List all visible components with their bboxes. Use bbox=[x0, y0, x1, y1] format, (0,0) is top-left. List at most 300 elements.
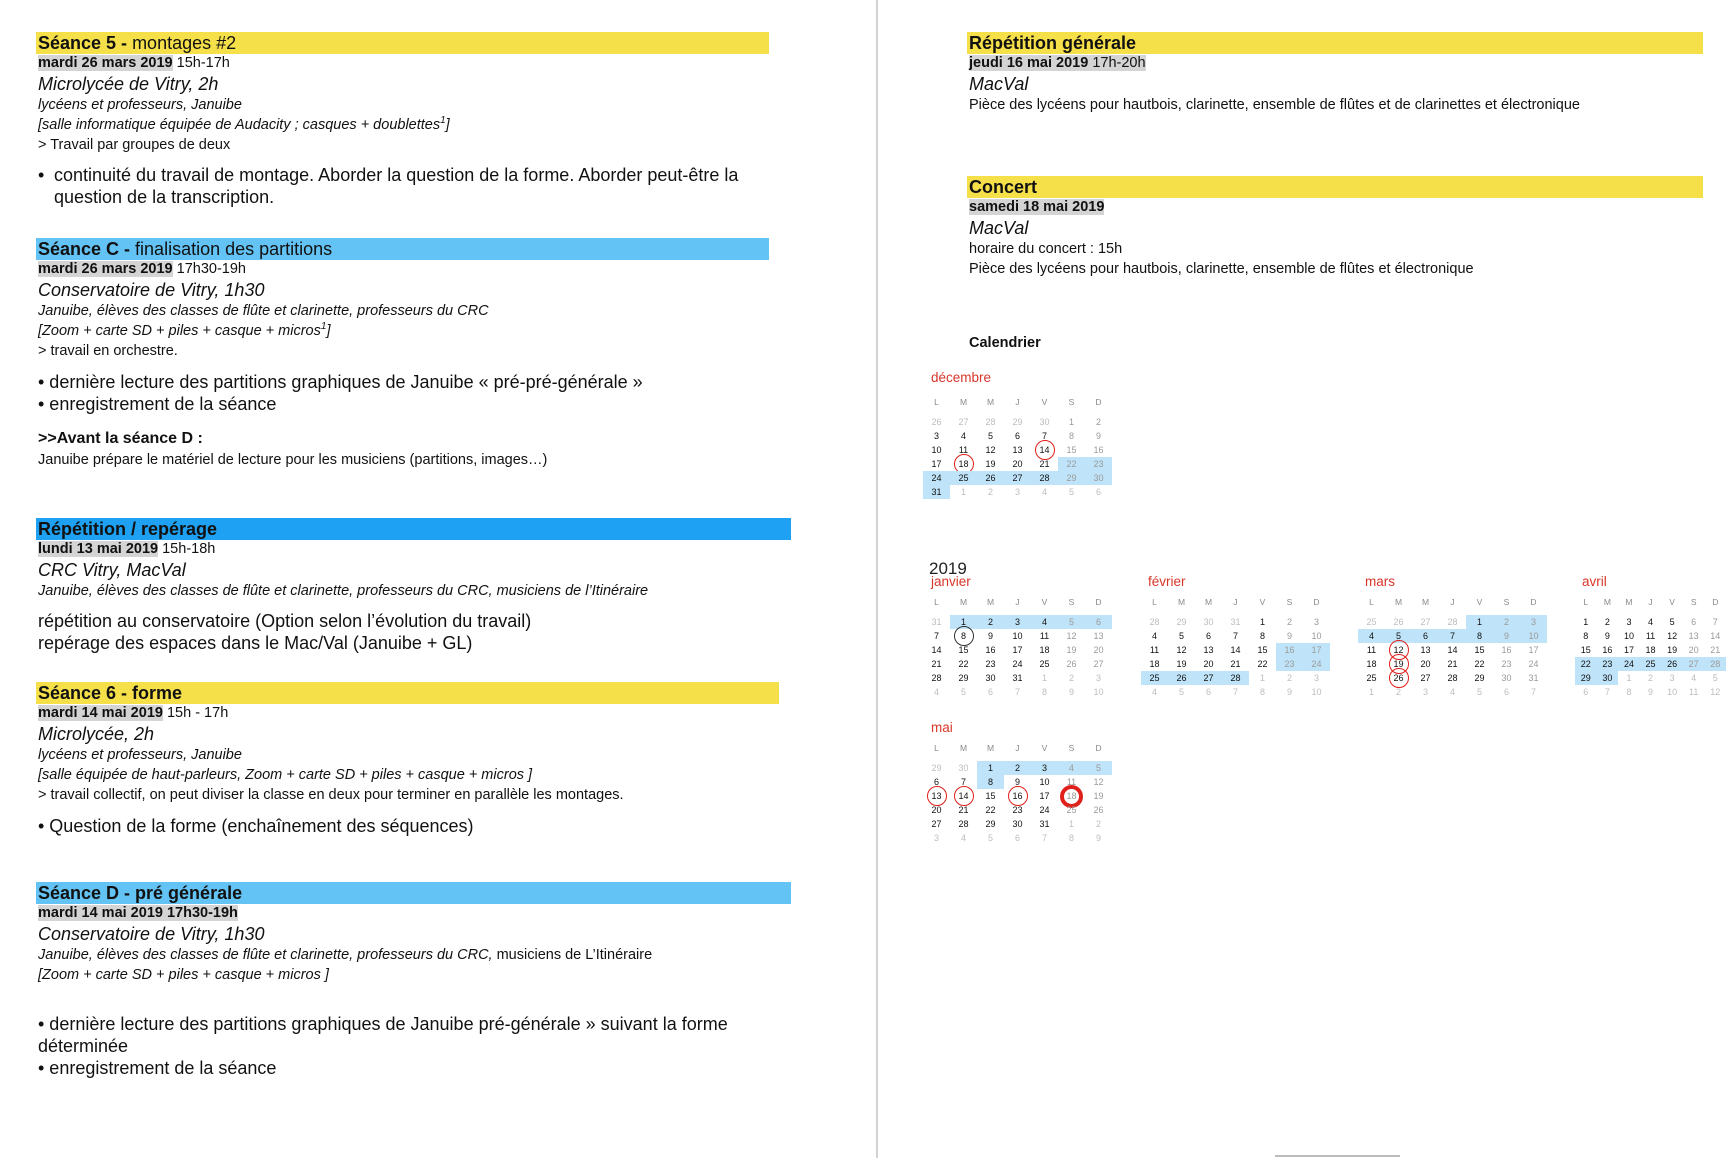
calendar-day: 18 bbox=[1149, 659, 1160, 669]
calendar-day: 25 bbox=[1366, 673, 1377, 683]
calendar-day: 20 bbox=[1012, 459, 1023, 469]
calendar-day: 31 bbox=[923, 485, 950, 499]
calendar-day: 31 bbox=[1039, 819, 1050, 829]
calendar-week-row bbox=[923, 671, 1112, 685]
calendar-day: 27 bbox=[1004, 471, 1031, 485]
session-6-place: Microlycée, 2h bbox=[38, 724, 155, 744]
calendar-heading: Calendrier bbox=[969, 335, 1041, 351]
calendar-day: 7 bbox=[933, 631, 939, 641]
calendar-day: 6 bbox=[1205, 631, 1211, 641]
calendar-week-row bbox=[1575, 629, 1726, 643]
calendar-day: 4 bbox=[1449, 687, 1455, 697]
calendar-week-row bbox=[1575, 643, 1726, 657]
calendar-day: 14 bbox=[931, 645, 942, 655]
calendar-day: 1 bbox=[1068, 819, 1074, 829]
session-c bbox=[36, 238, 769, 470]
calendar-day: 3 bbox=[1626, 617, 1632, 627]
weekday-label: L bbox=[934, 743, 939, 753]
session-6-bullet: • Question de la forme (enchaînement des séquences) bbox=[38, 816, 474, 836]
dress-rehearsal-title: Répétition générale bbox=[967, 32, 1703, 54]
rehearsal-scouting-title: Répétition / repérage bbox=[36, 518, 791, 540]
calendar-day: 1 bbox=[1368, 687, 1374, 697]
calendar-day: 24 bbox=[1303, 657, 1330, 671]
calendar-day: 7 bbox=[1712, 617, 1718, 627]
calendar-day: 17 bbox=[1039, 791, 1050, 801]
calendar-day: 2 bbox=[1395, 687, 1401, 697]
calendar-day: 14 bbox=[1447, 645, 1458, 655]
weekday-label: D bbox=[1095, 743, 1102, 753]
calendar-month-title: mars bbox=[1365, 574, 1395, 589]
calendar-day: 25 bbox=[1039, 659, 1050, 669]
session-5-place: Microlycée de Vitry, 2h bbox=[38, 74, 219, 94]
calendar-week-row bbox=[1141, 671, 1330, 685]
calendar-day: 10 bbox=[1623, 631, 1634, 641]
calendar-day: 21 bbox=[931, 659, 942, 669]
calendar-day: 30 bbox=[1501, 673, 1512, 683]
calendar-weekday-header bbox=[1575, 595, 1726, 609]
calendar-january bbox=[923, 595, 1112, 699]
calendar-day: 6 bbox=[1014, 833, 1020, 843]
calendar-day: 28 bbox=[1031, 471, 1058, 485]
session-c-title: Séance C - finalisation des partitions bbox=[36, 238, 769, 260]
calendar-day: 4 bbox=[1041, 487, 1047, 497]
calendar-day-circled: 8 bbox=[950, 629, 977, 643]
session-c-people: Januibe, élèves des classes de flûte et clarinette, professeurs du CRC bbox=[38, 303, 489, 319]
calendar-day: 13 bbox=[1688, 631, 1699, 641]
calendar-day: 7 bbox=[1041, 431, 1047, 441]
weekday-label: M bbox=[1421, 597, 1430, 607]
calendar-week-row bbox=[1141, 685, 1330, 699]
calendar-day: 31 bbox=[1230, 617, 1241, 627]
calendar-day: 17 bbox=[1528, 645, 1539, 655]
calendar-day: 3 bbox=[1422, 687, 1428, 697]
weekday-label: V bbox=[1476, 597, 1483, 607]
calendar-day: 29 bbox=[1012, 417, 1023, 427]
session-c-bullet-1: • dernière lecture des partitions graphiques de Januibe « pré-pré-générale » bbox=[38, 372, 643, 392]
calendar-week-row bbox=[1141, 629, 1330, 643]
calendar-day: 5 bbox=[1669, 617, 1675, 627]
calendar-day: 11 bbox=[1039, 631, 1050, 641]
calendar-month-title: février bbox=[1148, 574, 1186, 589]
calendar-day: 11 bbox=[1066, 777, 1077, 787]
weekday-label: D bbox=[1530, 597, 1537, 607]
calendar-year: 2019 bbox=[929, 559, 967, 578]
calendar-day: 18 bbox=[1645, 645, 1656, 655]
calendar-day: 1 bbox=[1041, 673, 1047, 683]
calendar-day: 5 bbox=[1178, 687, 1184, 697]
calendar-week-row bbox=[1358, 629, 1547, 643]
calendar-day: 3 bbox=[933, 833, 939, 843]
calendar-day: 20 bbox=[1688, 645, 1699, 655]
weekday-label: L bbox=[1152, 597, 1157, 607]
calendar-day: 15 bbox=[1066, 445, 1077, 455]
calendar-day: 30 bbox=[1039, 417, 1050, 427]
calendar-day: 26 bbox=[1066, 659, 1077, 669]
calendar-day: 30 bbox=[985, 673, 996, 683]
weekday-label: S bbox=[1690, 597, 1697, 607]
calendar-day: 12 bbox=[1066, 631, 1077, 641]
calendar-day: 4 bbox=[1151, 687, 1157, 697]
calendar-day: 22 bbox=[1575, 657, 1597, 671]
calendar-day: 13 bbox=[1012, 445, 1023, 455]
weekday-label: M bbox=[1394, 597, 1403, 607]
calendar-day: 23 bbox=[1085, 457, 1112, 471]
calendar-day: 27 bbox=[1420, 673, 1431, 683]
calendar-day: 4 bbox=[1058, 761, 1085, 775]
calendar-week-row bbox=[1575, 671, 1726, 685]
calendar-weekday-header bbox=[923, 395, 1112, 409]
calendar-week-row bbox=[1358, 671, 1547, 685]
calendar-day: 7 bbox=[1439, 629, 1466, 643]
calendar-day: 24 bbox=[1039, 805, 1050, 815]
calendar-month-title: décembre bbox=[931, 370, 992, 385]
calendar-day: 6 bbox=[1014, 431, 1020, 441]
session-c-date: mardi 26 mars 2019 17h30-19h bbox=[38, 261, 246, 277]
calendar-day: 7 bbox=[1232, 631, 1238, 641]
calendar-day: 13 bbox=[1093, 631, 1104, 641]
calendar-day: 11 bbox=[1689, 687, 1699, 697]
calendar-day: 28 bbox=[1704, 657, 1726, 671]
calendar-week-row bbox=[1575, 657, 1726, 671]
calendar-day: 30 bbox=[1012, 819, 1023, 829]
calendar-day: 1 bbox=[1466, 615, 1493, 629]
calendar-day: 14 bbox=[1230, 645, 1241, 655]
calendar-day: 2 bbox=[1068, 673, 1074, 683]
weekday-label: M bbox=[986, 743, 995, 753]
calendar-week-row bbox=[923, 789, 1112, 803]
calendar-day: 2 bbox=[1286, 673, 1292, 683]
calendar-day: 2 bbox=[987, 487, 993, 497]
session-6 bbox=[36, 682, 779, 837]
concert-description: Pièce des lycéens pour hautbois, clarinette, ensemble de flûtes et électronique bbox=[969, 261, 1474, 277]
calendar-day-circled: 12 bbox=[1385, 643, 1412, 657]
calendar-week-row bbox=[923, 831, 1112, 845]
calendar-day: 26 bbox=[977, 471, 1004, 485]
calendar-day: 29 bbox=[1058, 471, 1085, 485]
calendar-day: 2 bbox=[1286, 617, 1292, 627]
session-5-date: mardi 26 mars 2019 15h-17h bbox=[38, 55, 230, 71]
calendar-day: 13 bbox=[1420, 645, 1431, 655]
calendar-week-row bbox=[1575, 615, 1726, 629]
calendar-day: 30 bbox=[1085, 471, 1112, 485]
weekday-label: S bbox=[1068, 743, 1075, 753]
calendar-day: 19 bbox=[1093, 791, 1104, 801]
calendar-day: 23 bbox=[1501, 659, 1512, 669]
calendar-weekday-header bbox=[1358, 595, 1547, 609]
calendar-day: 21 bbox=[1447, 659, 1458, 669]
calendar-day: 6 bbox=[1095, 487, 1101, 497]
calendar-week-row bbox=[923, 429, 1112, 443]
calendar-day: 24 bbox=[1528, 659, 1539, 669]
calendar-day: 10 bbox=[1093, 687, 1104, 697]
weekday-label: J bbox=[1015, 743, 1020, 753]
calendar-day: 5 bbox=[987, 833, 993, 843]
calendar-day: 3 bbox=[933, 431, 939, 441]
dress-rehearsal bbox=[967, 32, 1703, 115]
calendar-day: 17 bbox=[1012, 645, 1023, 655]
calendar-april bbox=[1575, 595, 1726, 699]
session-c-place: Conservatoire de Vitry, 1h30 bbox=[38, 280, 265, 300]
calendar-day-circled: 14 bbox=[1031, 443, 1058, 457]
calendar-day: 5 bbox=[1476, 687, 1482, 697]
calendar-day: 1 bbox=[1626, 673, 1632, 683]
calendar-week-row bbox=[923, 803, 1112, 817]
session-d-place: Conservatoire de Vitry, 1h30 bbox=[38, 924, 265, 944]
calendar-day: 9 bbox=[1095, 833, 1101, 843]
calendar-day: 3 bbox=[1520, 615, 1547, 629]
calendar-week-row bbox=[1141, 643, 1330, 657]
weekday-label: M bbox=[986, 597, 995, 607]
weekday-label: M bbox=[1625, 597, 1633, 607]
weekday-label: J bbox=[1648, 597, 1653, 607]
calendar-day: 3 bbox=[1014, 487, 1020, 497]
calendar-day: 26 bbox=[931, 417, 942, 427]
calendar-day: 23 bbox=[985, 659, 996, 669]
calendar-day: 7 bbox=[1232, 687, 1238, 697]
calendar-day: 15 bbox=[1580, 645, 1591, 655]
calendar-day: 26 bbox=[1168, 671, 1195, 685]
calendar-day: 4 bbox=[1648, 617, 1654, 627]
calendar-week-row bbox=[923, 415, 1112, 429]
calendar-day-circled: 18 bbox=[1058, 789, 1085, 803]
calendar-month-title: janvier bbox=[931, 574, 971, 589]
calendar-day: 9 bbox=[1014, 777, 1020, 787]
calendar-day: 13 bbox=[1203, 645, 1214, 655]
calendar-day: 29 bbox=[931, 763, 942, 773]
calendar-day: 6 bbox=[933, 777, 939, 787]
calendar-day: 21 bbox=[1230, 659, 1241, 669]
calendar-week-row bbox=[1358, 657, 1547, 671]
calendar-day: 14 bbox=[1710, 631, 1721, 641]
dress-rehearsal-description: Pièce des lycéens pour hautbois, clarinette, ensemble de flûtes et de clarinettes et électronique bbox=[969, 97, 1580, 113]
calendar-day: 22 bbox=[985, 805, 996, 815]
calendar-day: 3 bbox=[1313, 673, 1319, 683]
weekday-label: V bbox=[1669, 597, 1675, 607]
calendar-day-circled: 14 bbox=[950, 789, 977, 803]
calendar-day: 19 bbox=[1176, 659, 1187, 669]
calendar-day: 21 bbox=[1710, 645, 1721, 655]
calendar-week-row bbox=[1141, 657, 1330, 671]
rehearsal-scouting-people: Januibe, élèves des classes de flûte et clarinette, professeurs du CRC, musiciens de l’Itinéraire bbox=[38, 583, 649, 599]
calendar-day: 4 bbox=[960, 431, 966, 441]
weekday-label: M bbox=[959, 597, 968, 607]
calendar-day: 3 bbox=[1004, 615, 1031, 629]
session-d-people: Januibe, élèves des classes de flûte et clarinette, professeurs du CRC, musiciens de L’Itinéraire bbox=[38, 947, 653, 963]
calendar-day: 28 bbox=[1447, 617, 1458, 627]
calendar-day: 9 bbox=[987, 631, 993, 641]
calendar-day: 28 bbox=[958, 819, 969, 829]
calendar-day: 10 bbox=[1039, 777, 1050, 787]
rehearsal-scouting-line-2: repérage des espaces dans le Mac/Val (Januibe + GL) bbox=[38, 633, 473, 653]
session-c-work-mode: > travail en orchestre. bbox=[38, 343, 178, 359]
calendar-week-row bbox=[1575, 685, 1726, 699]
weekday-label: V bbox=[1041, 397, 1048, 407]
weekday-label: V bbox=[1041, 597, 1048, 607]
weekday-label: J bbox=[1015, 397, 1020, 407]
calendar-day: 5 bbox=[1712, 673, 1718, 683]
calendar-day: 9 bbox=[1068, 687, 1074, 697]
calendar-day: 31 bbox=[1528, 673, 1539, 683]
calendar-month-title: avril bbox=[1582, 574, 1607, 589]
calendar-day: 8 bbox=[1583, 631, 1589, 641]
before-session-d-text: Januibe prépare le matériel de lecture pour les musiciens (partitions, images…) bbox=[38, 452, 548, 468]
weekday-label: J bbox=[1233, 597, 1238, 607]
calendar-day: 24 bbox=[1618, 657, 1640, 671]
session-d-date: mardi 14 mai 2019 17h30-19h bbox=[38, 905, 238, 921]
calendar-day: 1 bbox=[977, 761, 1004, 775]
calendar-day: 8 bbox=[977, 775, 1004, 789]
calendar-day: 5 bbox=[1068, 487, 1074, 497]
calendar-day: 28 bbox=[1447, 673, 1458, 683]
calendar-day: 31 bbox=[1012, 673, 1023, 683]
calendar-day: 6 bbox=[1085, 615, 1112, 629]
calendar-day: 26 bbox=[1661, 657, 1683, 671]
calendar-day: 23 bbox=[1597, 657, 1619, 671]
calendar-day: 2 bbox=[1493, 615, 1520, 629]
calendar-day: 5 bbox=[1085, 761, 1112, 775]
calendar-day: 1 bbox=[1068, 417, 1074, 427]
concert-place: MacVal bbox=[969, 218, 1029, 238]
calendar-day: 4 bbox=[1031, 615, 1058, 629]
concert-date: samedi 18 mai 2019 bbox=[969, 199, 1105, 215]
calendar-day: 22 bbox=[1058, 457, 1085, 471]
calendar-day: 22 bbox=[1474, 659, 1485, 669]
concert-title: Concert bbox=[967, 176, 1703, 198]
calendar-day: 19 bbox=[1667, 645, 1678, 655]
session-6-work-mode: > travail collectif, on peut diviser la classe en deux pour terminer en parallèle les montages. bbox=[38, 787, 624, 803]
page-divider bbox=[876, 0, 878, 1158]
calendar-day: 3 bbox=[1313, 617, 1319, 627]
calendar-march bbox=[1358, 595, 1547, 699]
calendar-day: 27 bbox=[1195, 671, 1222, 685]
calendar-day: 10 bbox=[1667, 687, 1678, 697]
session-c-equipment: [Zoom + carte SD + piles + casque + micros$^1$] bbox=[38, 321, 331, 339]
rehearsal-scouting-place: CRC Vitry, MacVal bbox=[38, 560, 186, 580]
calendar-day: 9 bbox=[1604, 631, 1610, 641]
calendar-day: 28 bbox=[1222, 671, 1249, 685]
calendar-day: 11 bbox=[1366, 645, 1377, 655]
calendar-week-row bbox=[1358, 685, 1547, 699]
calendar-day: 28 bbox=[985, 417, 996, 427]
calendar-day: 2 bbox=[1604, 617, 1610, 627]
calendar-day: 16 bbox=[1602, 645, 1613, 655]
calendar-day: 27 bbox=[958, 417, 969, 427]
calendar-day: 24 bbox=[1012, 659, 1023, 669]
calendar-day-circled: 19 bbox=[1385, 657, 1412, 671]
weekday-label: M bbox=[959, 397, 968, 407]
weekday-label: D bbox=[1095, 397, 1102, 407]
calendar-day: 29 bbox=[1176, 617, 1187, 627]
weekday-label: D bbox=[1095, 597, 1102, 607]
calendar-day: 20 bbox=[1203, 659, 1214, 669]
calendar-day: 27 bbox=[1093, 659, 1104, 669]
calendar-day: 7 bbox=[960, 777, 966, 787]
calendar-day: 24 bbox=[923, 471, 950, 485]
weekday-label: D bbox=[1313, 597, 1320, 607]
rehearsal-scouting-date: lundi 13 mai 2019 15h-18h bbox=[38, 541, 216, 557]
calendar-day: 5 bbox=[960, 687, 966, 697]
session-5-people: lycéens et professeurs, Januibe bbox=[38, 97, 242, 113]
calendar-day: 2 bbox=[1095, 417, 1101, 427]
weekday-label: M bbox=[1204, 597, 1213, 607]
weekday-label: S bbox=[1068, 397, 1075, 407]
calendar-day: 8 bbox=[1466, 629, 1493, 643]
right-page bbox=[880, 0, 1726, 1158]
calendar-day: 7 bbox=[1041, 833, 1047, 843]
calendar-day: 9 bbox=[1286, 687, 1292, 697]
calendar-day: 20 bbox=[931, 805, 942, 815]
calendar-day: 21 bbox=[958, 805, 969, 815]
weekday-label: J bbox=[1450, 597, 1455, 607]
session-d-bullet-2: • enregistrement de la séance bbox=[38, 1058, 277, 1078]
calendar-week-row bbox=[923, 457, 1112, 471]
calendar-day: 27 bbox=[1420, 617, 1431, 627]
calendar-week-row bbox=[1358, 643, 1547, 657]
calendar-day: 4 bbox=[1151, 631, 1157, 641]
calendar-day: 12 bbox=[1710, 687, 1721, 697]
calendar-day: 8 bbox=[1068, 431, 1074, 441]
calendar-day: 5 bbox=[1058, 615, 1085, 629]
session-6-title: Séance 6 - forme bbox=[36, 682, 779, 704]
calendar-day: 21 bbox=[1039, 459, 1050, 469]
session-5-work-mode: > Travail par groupes de deux bbox=[38, 137, 231, 153]
dress-rehearsal-date: jeudi 16 mai 2019 17h-20h bbox=[969, 55, 1146, 71]
calendar-week-row bbox=[923, 761, 1112, 775]
weekday-label: M bbox=[986, 397, 995, 407]
calendar-day-circled: 13 bbox=[923, 789, 950, 803]
calendar-day: 27 bbox=[931, 819, 942, 829]
session-d bbox=[36, 882, 791, 1079]
calendar-day: 30 bbox=[1597, 671, 1619, 685]
calendar-day: 30 bbox=[1203, 617, 1214, 627]
calendar-week-row bbox=[923, 471, 1112, 485]
session-d-equipment: [Zoom + carte SD + piles + casque + micros ] bbox=[38, 967, 329, 983]
calendar-day: 1 bbox=[960, 487, 966, 497]
calendar-day: 31 bbox=[931, 617, 942, 627]
weekday-label: S bbox=[1503, 597, 1510, 607]
calendar-week-row bbox=[923, 615, 1112, 629]
calendar-day: 15 bbox=[1257, 645, 1268, 655]
calendar-day: 20 bbox=[1093, 645, 1104, 655]
calendar-may bbox=[923, 741, 1112, 845]
calendar-day: 9 bbox=[1286, 631, 1292, 641]
session-5 bbox=[36, 32, 769, 208]
calendar-day: 11 bbox=[958, 445, 969, 455]
calendar-day: 10 bbox=[1520, 629, 1547, 643]
weekday-label: J bbox=[1015, 597, 1020, 607]
calendar-day: 16 bbox=[1093, 445, 1104, 455]
calendar-day: 1 bbox=[950, 615, 977, 629]
calendar-day: 23 bbox=[1012, 805, 1023, 815]
calendar-day: 10 bbox=[1311, 631, 1322, 641]
calendar-day: 26 bbox=[1093, 805, 1104, 815]
calendar-week-row bbox=[1358, 615, 1547, 629]
calendar-day: 3 bbox=[1095, 673, 1101, 683]
calendar-day: 9 bbox=[1095, 431, 1101, 441]
calendar-day-circled: 26 bbox=[1385, 671, 1412, 685]
session-d-bullet-1: • dernière lecture des partitions graphiques de Januibe pré-générale » suivant la forme déterminée bbox=[38, 1014, 728, 1056]
calendar-day: 29 bbox=[1575, 671, 1597, 685]
concert bbox=[967, 176, 1703, 279]
calendar-day: 4 bbox=[1358, 629, 1385, 643]
concert-time: horaire du concert : 15h bbox=[969, 241, 1123, 257]
session-5-title: Séance 5 - montages #2 bbox=[36, 32, 769, 54]
weekday-label: L bbox=[934, 597, 939, 607]
calendar-day: 2 bbox=[977, 615, 1004, 629]
session-d-title: Séance D - pré générale bbox=[36, 882, 791, 904]
calendar-day: 15 bbox=[958, 645, 969, 655]
before-session-d-title: >>Avant la séance D : bbox=[38, 430, 203, 447]
